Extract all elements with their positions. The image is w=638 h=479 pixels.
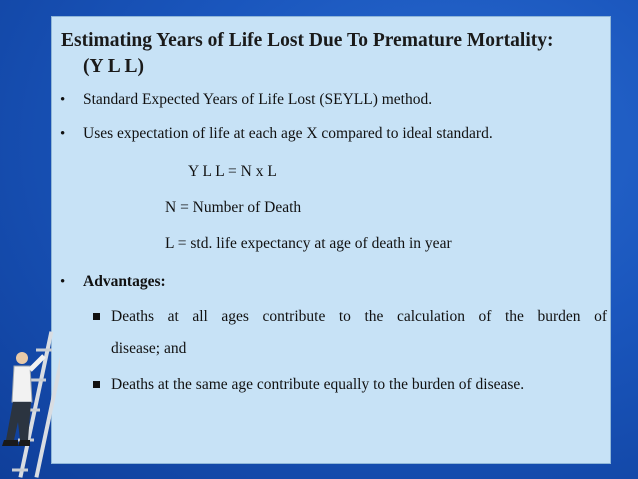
square-bullet-icon <box>93 313 100 320</box>
advantage-1-line-1: Deaths at all ages contribute to the calculation of the burden of <box>111 308 607 325</box>
bullet-icon: • <box>60 92 66 108</box>
advantage-1-line-2: disease; and <box>111 340 187 357</box>
title-line-2: (Y L L) <box>83 56 145 77</box>
bullet-seyll: Standard Expected Years of Life Lost (SEYLL) method. <box>83 91 433 108</box>
square-bullet-icon <box>93 381 100 388</box>
advantage-2: Deaths at the same age contribute equally to the burden of disease. <box>111 376 525 393</box>
definition-l: L = std. life expectancy at age of death in year <box>165 235 452 252</box>
formula: Y L L = N x L <box>188 163 277 180</box>
title-line-1: Estimating Years of Life Lost Due To Premature Mortality: <box>61 30 554 51</box>
bullet-expectation: Uses expectation of life at each age X compared to ideal standard. <box>83 125 493 142</box>
slide-title <box>61 28 611 80</box>
definition-n: N = Number of Death <box>165 199 302 216</box>
bullet-icon: • <box>60 126 66 142</box>
bullet-icon: • <box>60 274 66 290</box>
advantages-heading: Advantages: <box>83 273 166 290</box>
ladder-climber-image <box>0 330 60 479</box>
